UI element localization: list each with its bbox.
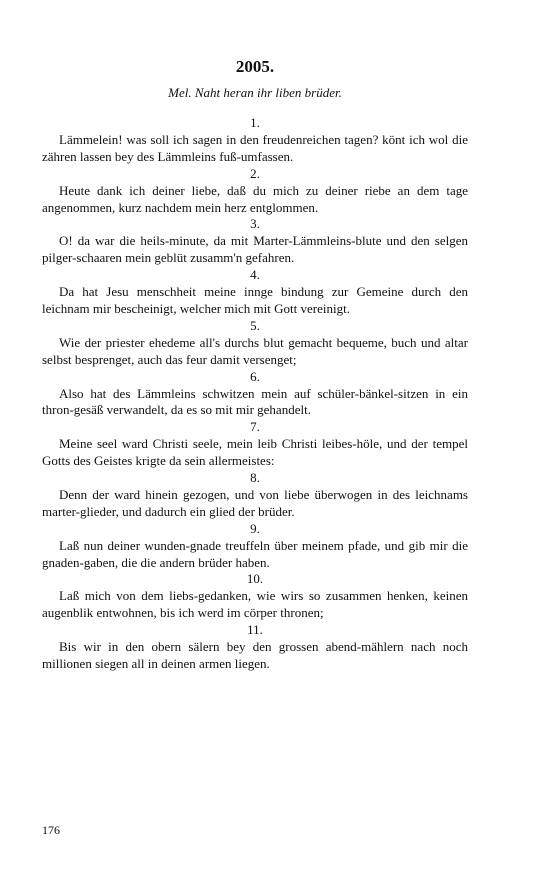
stanza: [42, 470, 468, 521]
stanza: [42, 571, 468, 622]
stanza-number: 2.: [250, 165, 260, 181]
stanza: [42, 115, 468, 166]
stanza-text: O! da war die heils-minute, da mit Marter-Lämmleins-blute und den selgen pilger-schaaren mein geblüt zusamm'n gefahren.: [42, 233, 468, 266]
stanza-number: 5.: [250, 317, 260, 333]
stanza: [42, 369, 468, 420]
melody-line: Mel. Naht heran ihr liben brüder.: [168, 85, 342, 100]
stanza: [42, 216, 468, 267]
stanza-text: Laß nun deiner wunden-gnade treuffeln über meinem pfade, und gib mir die gnaden-gaben, die die andern brüder haben.: [42, 537, 468, 570]
hymn-number: 2005.: [235, 57, 275, 76]
stanza-number: 8.: [250, 470, 260, 486]
stanza-text: Also hat des Lämmleins schwitzen mein auf schüler-bänkel-sitzen in ein thron-gesäß verwandelt, da es so mit mir gehandelt.: [42, 385, 468, 418]
stanza-number: 9.: [250, 520, 260, 536]
stanza-number: 7.: [250, 419, 260, 435]
stanza-text: Lämmelein! was soll ich sagen in den freudenreichen tagen? könt ich wol die zähren lassen bey des Lämmleins fuß-umfassen.: [42, 131, 468, 164]
stanza-number: 1.: [250, 115, 260, 130]
stanza-number: 6.: [250, 368, 260, 384]
stanza-text: Denn der ward hinein gezogen, und von liebe überwogen in des leichnams marter-glieder, und dadurch ein glied der brüder.: [42, 486, 468, 519]
stanza: [42, 166, 468, 217]
stanza-number: 10.: [246, 571, 264, 587]
stanza-text: Laß mich von dem liebs-gedanken, wie wirs so zusammen henken, keinen augenblik entwohnen, bis ich werd im cörper thronen;: [42, 588, 468, 621]
hymn-page: [42, 56, 468, 673]
stanza: [42, 318, 468, 369]
stanza-text: Wie der priester ehedeme all's durchs blut gemacht bequeme, buch und altar selbst besprenget, auch das feur damit versenget;: [42, 334, 468, 367]
stanza: [42, 419, 468, 470]
stanza: [42, 267, 468, 318]
stanza-text: Bis wir in den obern sälern bey den grossen abend-mählern nach noch millionen siegen all in deinen armen liegen.: [42, 639, 468, 671]
stanza-text: Meine seel ward Christi seele, mein leib Christi leibes-höle, und der tempel Gotts des Geistes krigte da sein allermeistes:: [42, 436, 468, 469]
stanza-number: 4.: [250, 267, 260, 283]
stanza-text: Da hat Jesu menschheit meine innge bindung zur Gemeine durch den leichnam mir bescheinigt, welcher mich mit Gott vereinigt.: [42, 284, 468, 316]
stanza-number: 3.: [250, 216, 260, 232]
page-number: 176: [42, 823, 60, 837]
stanza: [42, 521, 468, 572]
stanza-text: Heute dank ich deiner liebe, daß du mich zu deiner riebe an dem tage angenommen, kurz nachdem mein herz entglommen.: [42, 182, 468, 215]
stanza-number: 11.: [247, 622, 263, 638]
stanza: [42, 622, 468, 673]
